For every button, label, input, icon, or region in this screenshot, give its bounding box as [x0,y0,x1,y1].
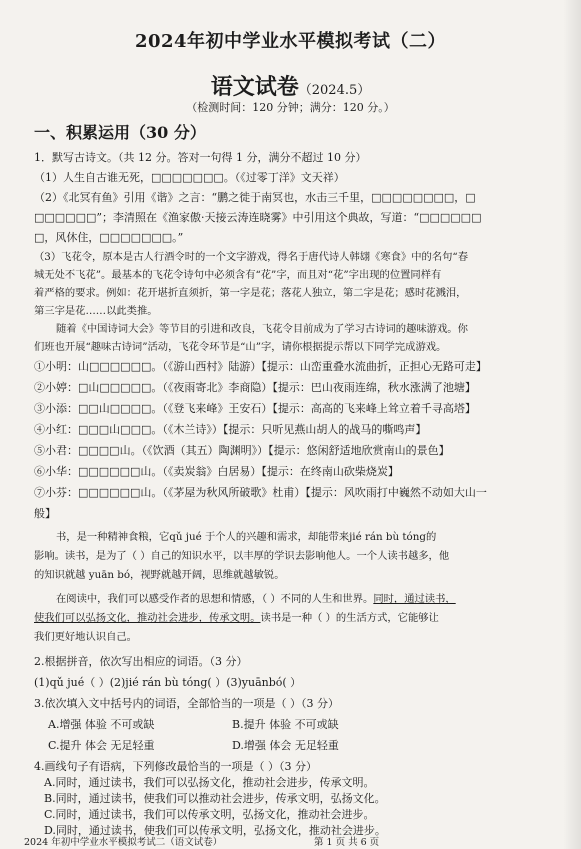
passage-line-2: 影响。读书，是为了（ ）自己的知识水平，以丰厚的学识去影响他人。一个人读书越多，他 [34,550,450,562]
q4-option-b: B.同时，通过读书，使我们可以推动社会进步，传承文明，弘扬文化。 [44,792,386,805]
player-line-7: ⑦小芬：□□□□□□山。（《茅屋为秋风所破歌》杜甫）【提示：风吹雨打中巍然不动如大山一 [34,486,487,499]
q1-part2-line3: □，风休住，□□□□□□□。” [34,231,184,244]
q1-part3-line2: 城无处不飞花”。最基本的飞花令诗句中必须含有“花”字，而且对“花”字出现的位置同样有 [34,269,442,281]
q1-part3-line3: 着严格的要求。例如：花开堪折直须折，第一字是花；落花人独立，第二字是花；感时花溅泪， [34,287,467,299]
q1-part3-line5: 随着《中国诗词大会》等节目的引进和改良，飞花令目前成为了学习古诗词的趣味游戏。你 [56,323,468,335]
q3-option-a: A.增强 体验 不可或缺 [48,718,155,731]
player-line-2: ②小婷：□山□□□□□。（《夜雨寄北》李商隐）【提示：巴山夜雨连绵，秋水涨满了池塘】 [34,381,476,394]
player-line-5: ⑤小君：□□□□山。（《饮酒（其五）陶渊明》）【提示：悠闲舒适地欣赏南山的景色】 [34,444,450,457]
q4-option-c: C.同时，通过读书，我们可以传承文明，弘扬文化，推动社会进步。 [44,808,375,821]
section-title: 一、积累运用（30 分） [34,123,206,142]
passage-underlined-end: 使我们可以弘扬文化，推动社会进步，传承文明。 [34,612,261,624]
footer-page: 第 1 页 共 6 页 [314,837,380,848]
q2-answers: (1)qǔ jué（ ）(2)jié rán bù tóng( ）(3)yuānbó( ） [34,676,302,689]
footer-left: 2024 年初中学业水平模拟考试二（语文试卷） [24,837,223,848]
q4-option-a: A.同时，通过读书，我们可以弘扬文化，推动社会进步，传承文明。 [44,776,375,789]
player-line-3: ③小添：□□山□□□□。（《登飞来峰》王安石）【提示：高高的飞来峰上耸立着千寻高塔】 [34,402,476,415]
q1-intro: 1．默写古诗文。（共 12 分。答对一句得 1 分，满分不超过 10 分） [34,151,367,164]
q3-option-d: D.增强 体会 无足轻重 [232,739,339,752]
passage-line-6: 我们更好地认识自己。 [34,631,137,643]
q1-part3-line6: 们班也开展“趣味古诗词”活动，飞花令环节是“山”字，请你根据提示帮以下同学完成游戏。 [34,341,447,353]
exam-date: （2024.5） [298,83,371,98]
q3-option-b: B.提升 体验 不可或缺 [232,718,339,731]
exam-title: 2024年初中学业水平模拟考试（二） [134,31,447,52]
player-line-1: ①小明：山□□□□□□。（《游山西村》陆游）【提示：山峦重叠水流曲折，正担心无路可走】 [34,360,487,373]
q4-intro: 4.画线句子有语病，下列修改最恰当的一项是（ ）（3 分） [34,760,317,773]
player-line-6: ⑥小华：□□□□□□山。（《卖炭翁》白居易）【提示：在终南山砍柴烧炭】 [34,465,399,478]
exam-info: （检测时间：120 分钟；满分：120 分。） [186,101,395,114]
q1-part2-line2: □□□□□□”；李清照在《渔家傲·天接云涛连晓雾》中引用这个典故，写道：“□□□□□□ [34,211,482,224]
passage-line-3: 的知识就越 yuān bó，视野就越开阔，思维就越敏锐。 [34,569,285,581]
q3-option-c: C.提升 体会 无足轻重 [48,739,155,752]
paper-edge-shadow [563,0,581,849]
subject-title [0,76,581,98]
passage-line-1: 书，是一种精神食粮，它qǔ jué 于个人的兴趣和需求，却能带来jié rán bù tóng的 [56,531,437,543]
q1-part3-line4: 第三字是花……以此类推。 [34,305,158,317]
q1-part2-line1: （2）《北冥有鱼》引用《谐》之言：“鹏之徙于南冥也，水击三千里，□□□□□□□□，□ [34,191,476,204]
passage-underlined-start: 同时，通过读书， [373,593,456,605]
q2-intro: 2.根据拼音，依次写出相应的词语。（3 分） [34,655,248,668]
q3-intro: 3.依次填入文中括号内的词语，全部恰当的一项是（ ）（3 分） [34,697,339,710]
player-line-7-cont: 般】 [34,507,56,520]
passage-line-5-text: 读书是一种（ ）的生活方式，它能够让 [260,612,439,624]
subject-name: 语文试卷 [210,74,299,100]
passage-line-4 [56,594,456,604]
passage-line-4-text: 在阅读中，我们可以感受作者的思想和情感，（ ）不同的人生和世界。 [56,593,374,605]
passage-line-5 [34,613,439,623]
q1-part3-line1: （3）飞花令，原本是古人行酒令时的一个文字游戏，得名于唐代诗人韩翃《寒食》中的名句“春 [34,251,468,263]
q4-option-d: D.同时，通过读书，使我们可以传承文明，弘扬文化，推动社会进步。 [44,824,386,837]
player-line-4: ④小红：□□□山□□□。（《木兰诗》）【提示：只听见燕山胡人的战马的嘶鸣声】 [34,423,427,436]
q1-part1: （1）人生自古谁无死，□□□□□□□。（《过零丁洋》文天祥） [34,171,345,184]
